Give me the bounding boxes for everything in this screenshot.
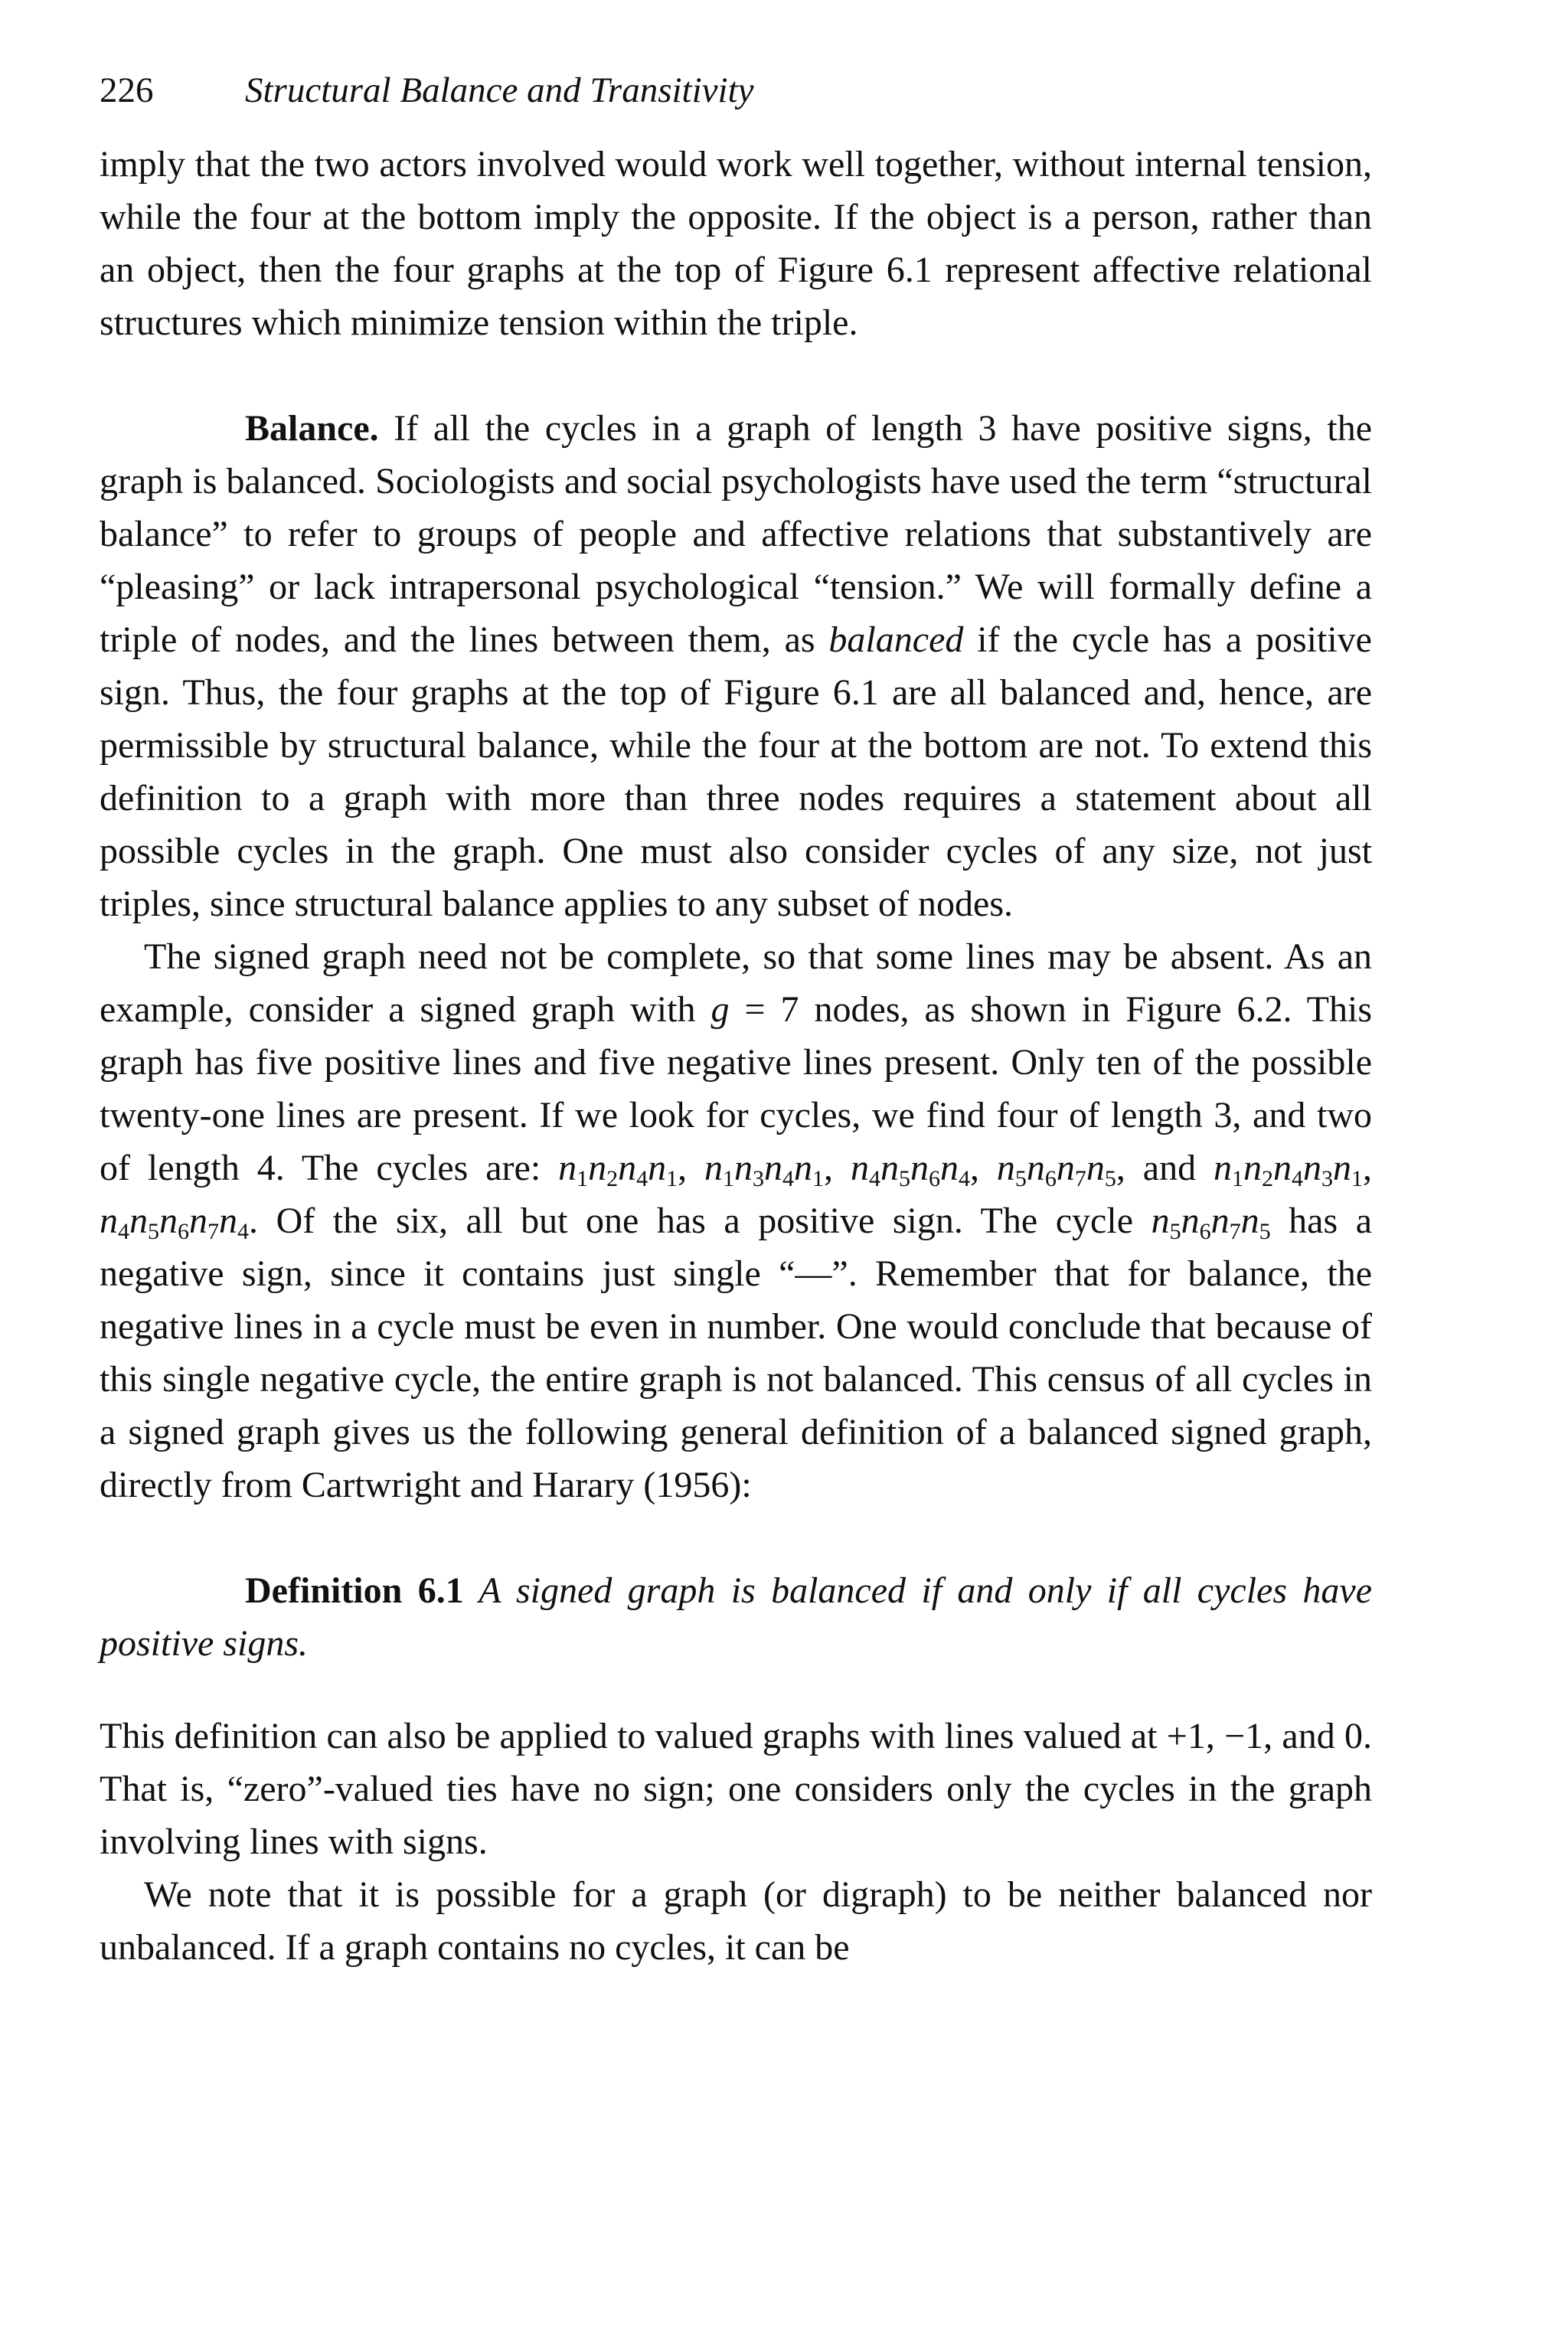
definition-text: A signed graph is balanced if and only if all cycles have positive signs. <box>100 1570 1373 1664</box>
section-heading-balance: Balance. <box>245 408 379 449</box>
paragraph-balance: Balance. If all the cycles in a graph of length 3 have positive signs, the graph is balanced. Sociologists and social psychologists have used the term “structural balance” to refer to groups of people and affective relations that substantively are “pleasing” or lack intrapersonal psychological “tension.” We will formally define a triple of nodes, and the lines between them, as balanced if the cycle has a positive sign. Thus, the four graphs at the top of Figure 6.1 are all balanced and, hence, are permissible by structural balance, while the four at the bottom are not. To extend this definition to a graph with more than three nodes requires a statement about all possible cycles in the graph. One must also consider cycles of any size, not just triples, since structural balance applies to any subset of nodes. <box>100 408 1372 924</box>
cycle-n4n5n6n4: $n_4n_5n_6n_4$ <box>850 1148 970 1191</box>
definition-6-1 <box>100 1564 1372 1670</box>
definition-label: Definition 6.1 <box>245 1570 464 1611</box>
cycle-n4n5n6n7n4: $n_4n_5n_6n_7n_4$ <box>100 1201 249 1244</box>
page-number: 226 <box>100 70 154 110</box>
paragraph-valued-graphs: This definition can also be applied to valued graphs with lines valued at +1, −1, and 0. That is, “zero”-valued ties have no sign; one considers only the cycles in the graph involving lines with signs. <box>100 1716 1372 1862</box>
cycle-negative-n5n6n7n5: $n_5n_6n_7n_5$ <box>1151 1201 1271 1244</box>
running-title: Structural Balance and Transitivity <box>245 70 754 110</box>
emphasis-balanced: balanced <box>828 619 964 660</box>
paragraph-example: The signed graph need not be complete, so that some lines may be absent. As an example, consider a signed graph with g = 7 nodes, as shown in Figure 6.2. This graph has five positive lines and five negative lines present. Only ten of the possible twenty-one lines are present. If we look for cycles, we find four of length 3, and two of length 4. The cycles are: $n_1n_2n_4n_1$, $n_1n_3n_4n_1$, $n_4n_5n_6n_4$, $n_5n_6n_7n_5$, and $n_1n_2n_4n_3n_1$, $n_4n_5n_6n_7n_4$. Of the six, all but one has a positive sign. The cycle $n_5n_6n_7n_5$ has a negative sign, since it contains just single “—”. Remember that for balance, the negative lines in a cycle must be even in number. One would conclude that because of this single negative cycle, the entire graph is not balanced. This census of all cycles in a signed graph gives us the following general definition of a balanced signed graph, directly from Cartwright and Harary (1956): <box>100 936 1373 1505</box>
cycle-n1n2n4n1: $n_1n_2n_4n_1$ <box>558 1148 678 1191</box>
body-text <box>100 138 1372 1974</box>
variable-g: g <box>710 989 730 1030</box>
cycle-n1n2n4n3n1: $n_1n_2n_4n_3n_1$ <box>1214 1148 1364 1191</box>
cycle-n1n3n4n1: $n_1n_3n_4n_1$ <box>704 1148 825 1191</box>
paragraph-neither: We note that it is possible for a graph (or digraph) to be neither balanced nor unbalanced. If a graph contains no cycles, it can be <box>100 1874 1372 1968</box>
running-header <box>100 67 754 113</box>
paragraph-intro: imply that the two actors involved would work well together, without internal tension, while the four at the bottom imply the opposite. If the object is a person, rather than an object, then the four graphs at the top of Figure 6.1 represent affective relational structures which minimize tension within the triple. <box>100 144 1372 343</box>
cycle-n5n6n7n5: $n_5n_6n_7n_5$ <box>996 1148 1116 1191</box>
